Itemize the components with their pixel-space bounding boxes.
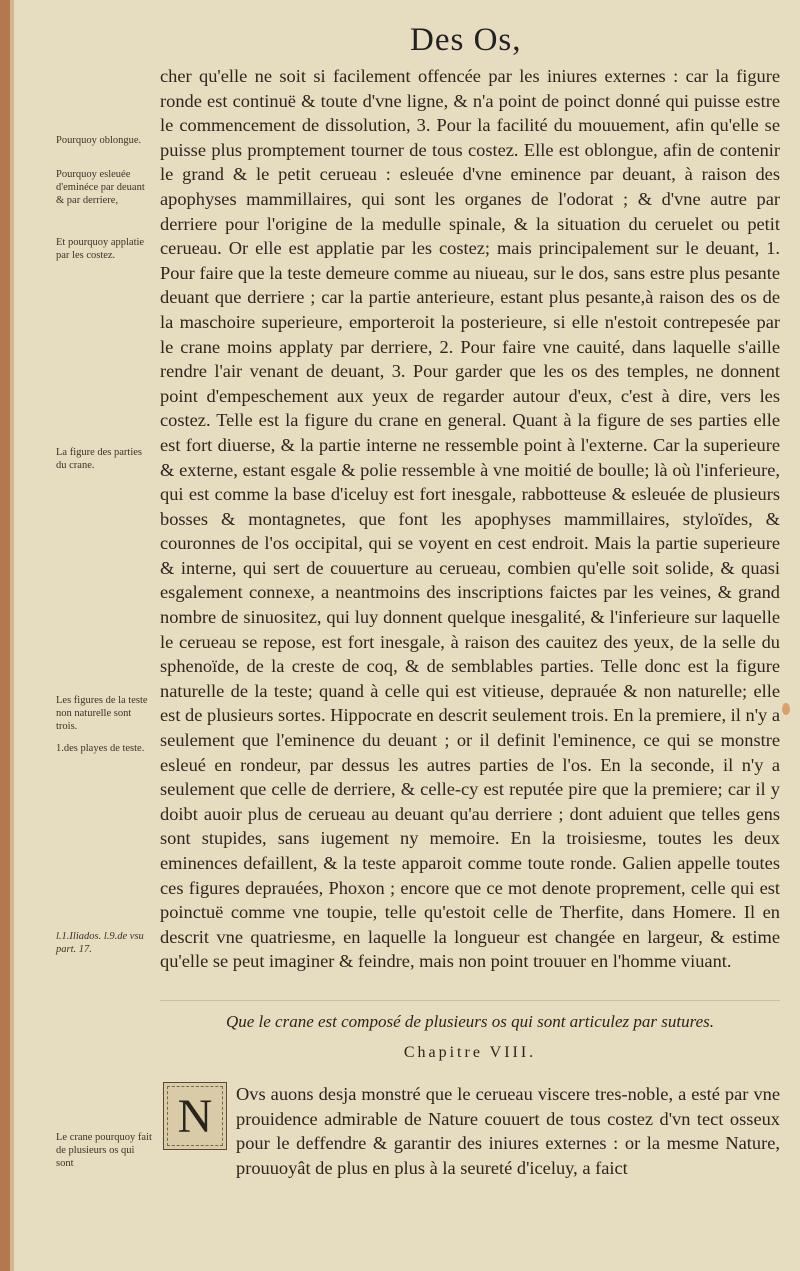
drop-cap-ornament [167,1086,223,1146]
running-head: Des Os, [410,22,522,58]
section-title: Que le crane est composé de plusieurs os qui sont articulez par sutures. [225,1012,715,1031]
ink-stain [782,703,790,715]
margin-note: 1.des playes de teste. [56,743,145,754]
main-text-block [160,64,780,974]
chapter-paragraph: Ovs auons desja monstré que le cerueau viscere tres-noble, a esté par vne prouidence admirable de Nature couuert de tous costez d'vn tect osseux pour le deffendre & garantir des iniures externes : or la mesme Nature, prouuoyât de plus en plus à la seureté d'iceluy, a faict [236,1084,780,1178]
drop-cap-letter: N [177,1089,213,1143]
main-paragraph: cher qu'elle ne soit si facilement offencée par les iniures externes : car la figure ronde est continuë & toute d'vne ligne, & n'a point de poinct donné qui puisse estre le commencement de dissolution, 3. Pour la facilité du mouuement, afin qu'elle se puisse plus promptement tourner de tous costez. Elle est oblongue, afin de contenir le grand & le petit cerueau : esleuée d'vne eminence par deuant, à raison des apophyses mammillaires, qui sont les organes de l'odorat ; & d'vne autre par derriere pour l'origine de la medulle spinale, & la situation du ceruelet ou petit cerueau. Or elle est applatie par les costez; mais principalement sur le deuant, 1. Pour faire que la teste demeure comme au niueau, sur le dos, sans estre plus pesante deuant que derriere ; car la partie anterieure, estant plus pesante,à raison des os de la maschoire superieure, emporteroit la posterieure, si elle n'estoit contrepesée par le crane moins applaty par derriere, 2. Pour faire vne cauité, dans laquelle s'aille rendre l'air venant de deuant, 3. Pour garder que les os des temples, ne donnent point d'empeschement aux yeux de regarder autour d'eux, c'est à dire, vers les costez. Telle est la figure du crane en general. Quant à la figure de ses parties elle est fort diuerse, & la partie interne ne ressemble point à l'externe. Car la superieure & externe, estant esgale & polie ressemble à vne moitié de boulle; là où l'inferieure, qui est comme la base d'iceluy est fort inesgale, rabbotteuse & esleuée de plusieurs bosses & montagnetes, que font les apophyses mammillaires, styloïdes, & couronnes de l'os occipital, qui se voyent en cest endroit. Mais la partie superieure & interne, qui sert de couuerture au cerueau, combien qu'elle soit solide, & quasi esgalement connexe, a neantmoins des inscriptions faictes par les veines, & grand nombre de sinuositez, qui luy donnent quelque inesgalité, & l'inferieure sur laquelle le cerueau se repose, est fort inesgale, à raison des cauitez des yeux, de la selle du sphenoïde, de la creste de coq, & de semblables parties. Telle donc est la figure naturelle de la teste; quand à celle qui est vitieuse, deprauée & non naturelle; elle est de plusieurs sortes. Hippocrate en descrit seulement trois. En la premiere, il n'y a seulement que l'eminence du deuant ; or il definit l'eminence, ce qui se monstre esleué en rondeur, par dessus les autres parties de l'os. En la seconde, il n'y a seulement que celle de derriere, & celle-cy est reputée pire que la premiere; car il y doibt auoir plus de cerueau au deuant qu'au derriere ; dont aduient que telles gens sont stupides, sans iugement ny memoire. En la troisiesme, toutes les deux eminences defaillent, & la teste apparoit comme toute ronde. Galien appelle toutes ces figures deprauées, Phoxon ; encore que ce mot denote proprement, celle qui est poinctuë comme vne toupie, telle qu'estoit celle de Therfite, dans Homere. Il en descrit vne quatriesme, en laquelle la longueur est changée en largeur, & estime qu'elle se peut imaginer & feindre, mais non point trouuer en l'homme viuant. [160,66,780,972]
page-edge-shadow [10,0,14,1271]
margin-note: La figure des parties du crane. [56,447,143,471]
margin-note: Pourquoy oblongue. [56,135,142,146]
drop-cap [163,1082,227,1150]
margin-note: Pourquoy esleuée d'eminéce par deuant & par derriere, [56,169,145,206]
margin-note: Les figures de la teste non naturelle sont trois. [56,695,148,732]
chapter-heading: Chapitre VIII. [403,1044,537,1061]
margin-note: Le crane pourquoy fait de plusieurs os qui sont [56,1132,152,1169]
margin-note: Et pourquoy applatie par les costez. [56,237,145,261]
margin-note: l.1.Iliados. l.9.de vsu part. 17. [56,931,144,955]
chapter-text-block [236,1082,780,1180]
page-edge [0,0,10,1271]
section-divider [160,1000,780,1001]
